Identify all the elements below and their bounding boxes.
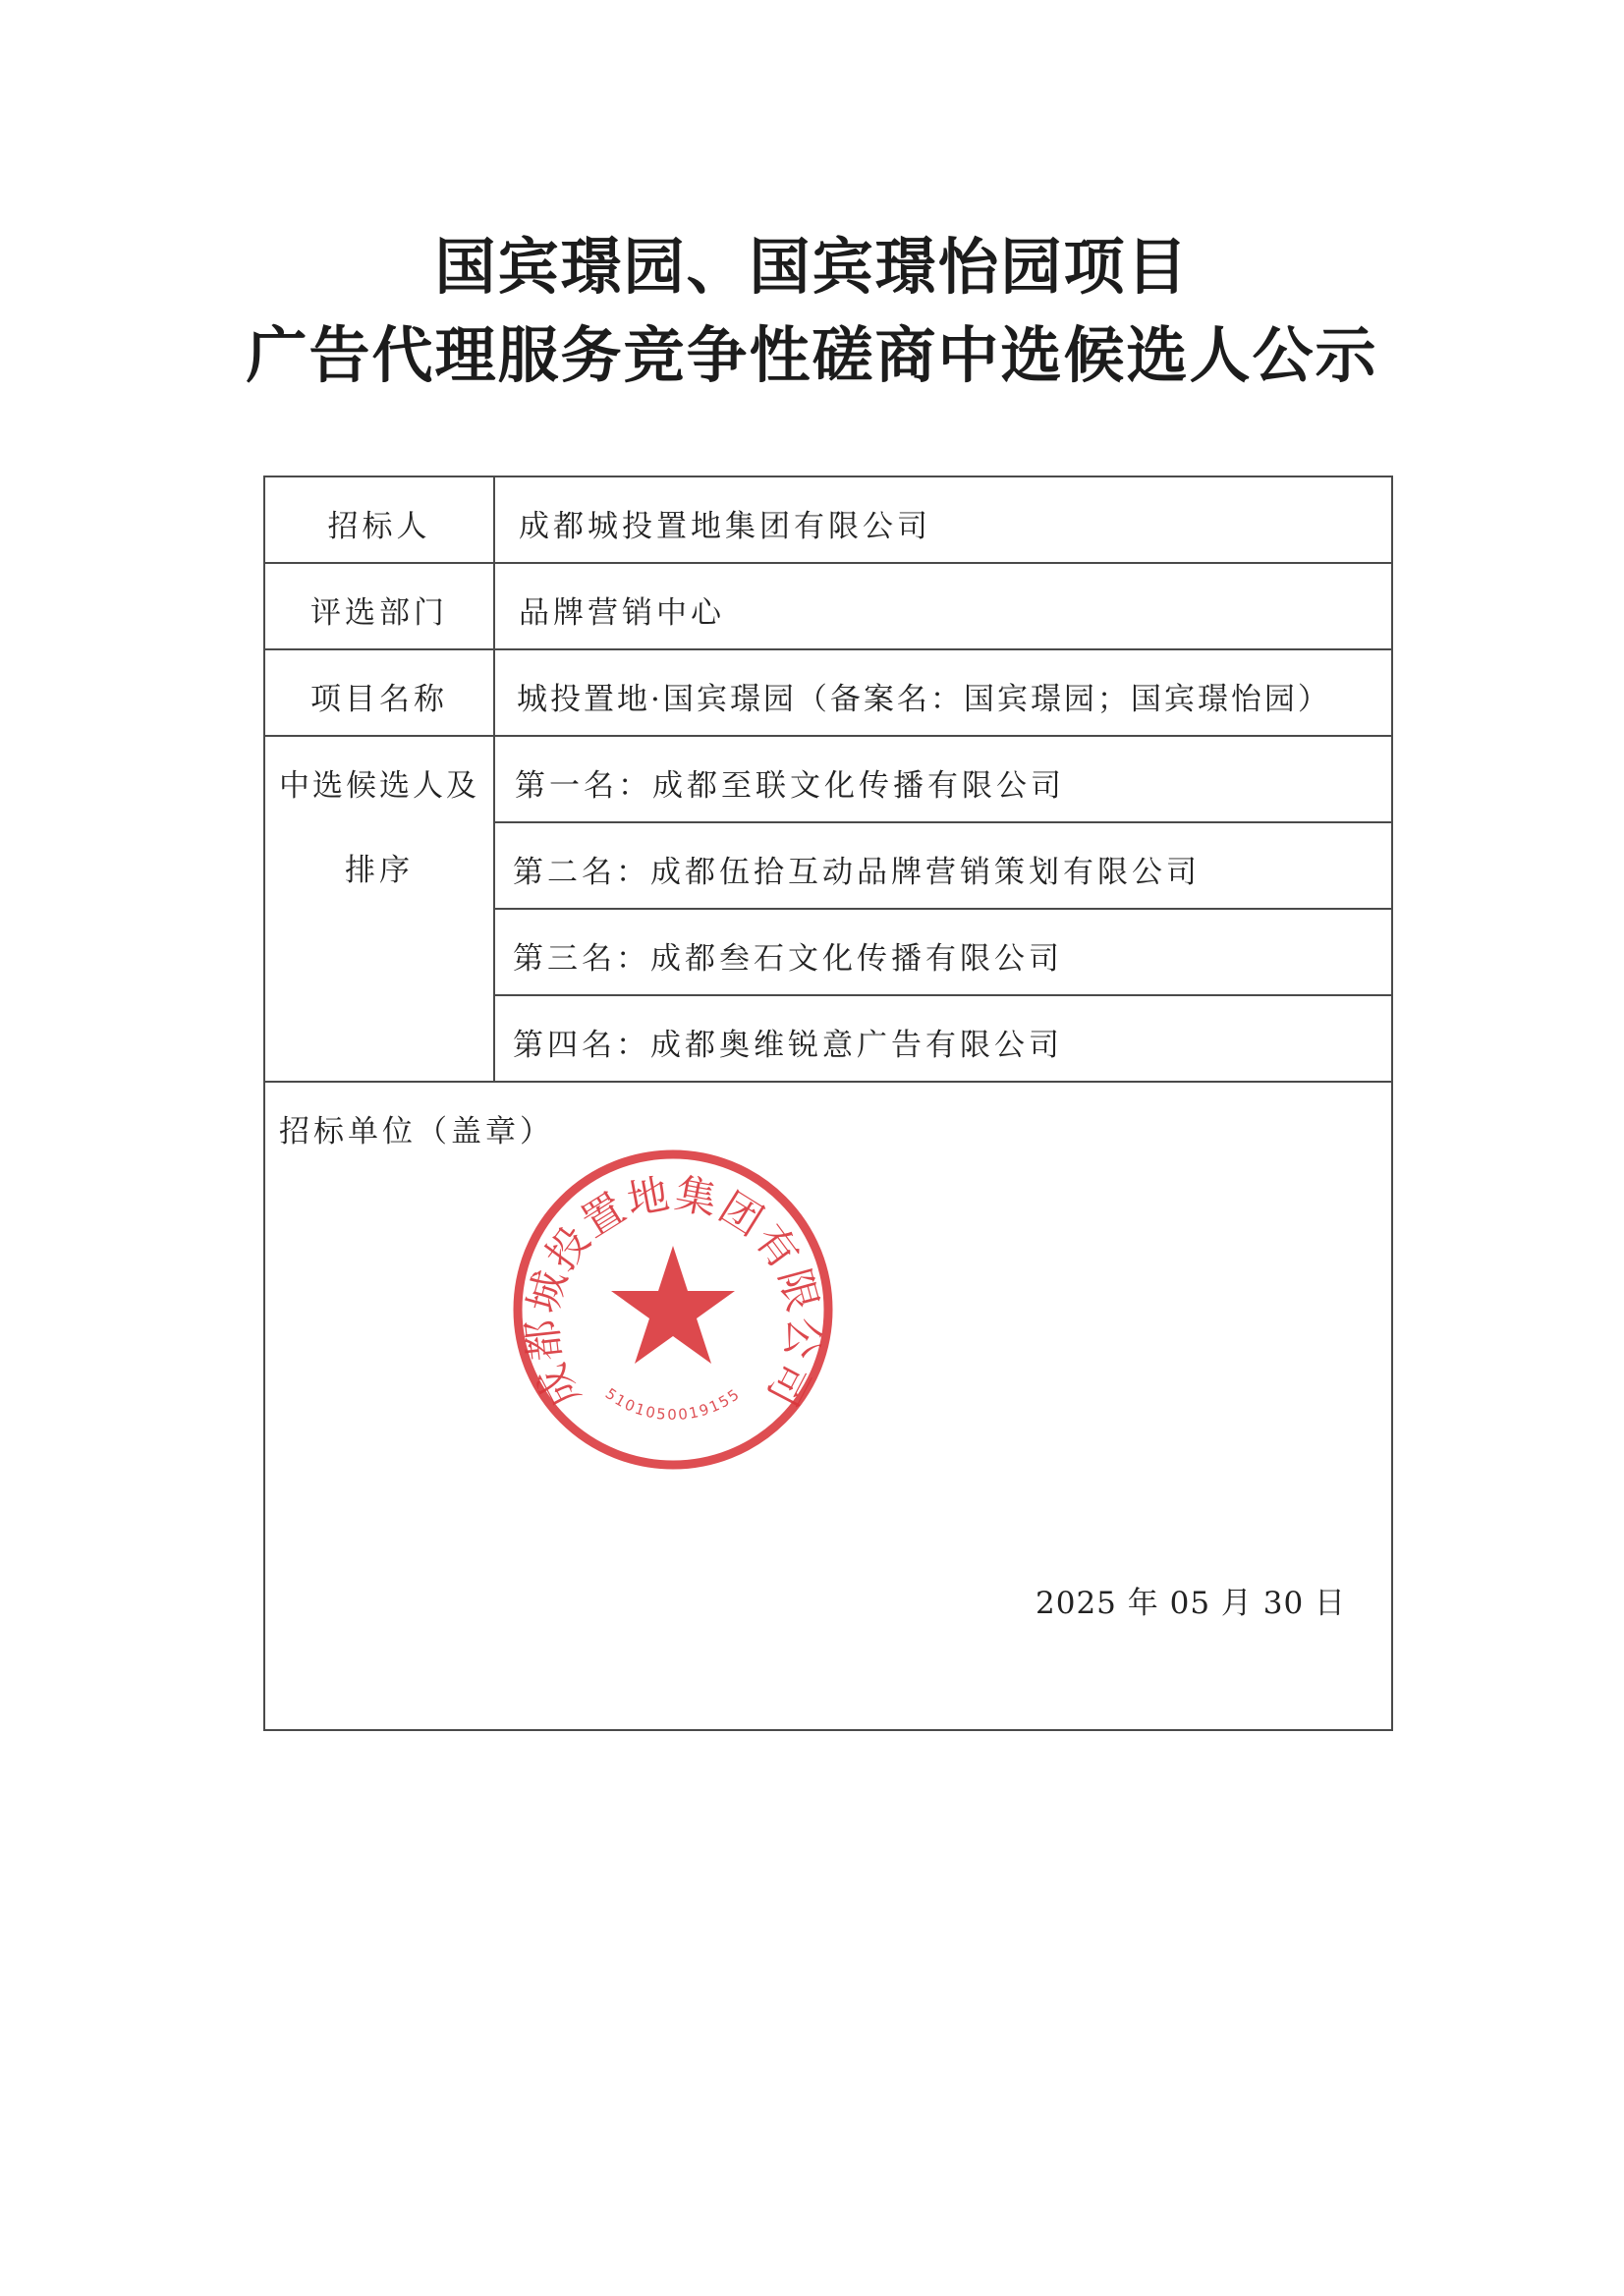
label-candidates-line-2: 排序 <box>345 853 414 888</box>
row-divider <box>265 562 1391 564</box>
row-divider <box>265 648 1391 650</box>
company-seal-stamp <box>511 1148 835 1472</box>
seal-code: 5101050019155 <box>601 1384 745 1425</box>
document-title-line-1: 国宾璟园、国宾璟怡园项目 <box>434 231 1190 303</box>
seal-label: 招标单位（盖章） <box>279 1114 554 1149</box>
label-project: 项目名称 <box>310 682 448 717</box>
row-divider <box>265 735 1391 737</box>
document-title-line-2: 广告代理服务竞争性磋商中选候选人公示 <box>246 319 1378 391</box>
value-tenderer: 成都城投置地集团有限公司 <box>519 509 931 544</box>
row-divider <box>495 908 1391 910</box>
row-divider <box>265 1081 1391 1083</box>
column-divider <box>493 477 495 1081</box>
label-department: 评选部门 <box>310 595 448 631</box>
label-candidates-line-1: 中选候选人及 <box>279 768 479 804</box>
candidate-rank-1: 第一名：成都至联文化传播有限公司 <box>515 768 1065 804</box>
label-tenderer: 招标人 <box>327 509 431 544</box>
seal-org-name: 成都城投置地集团有限公司 <box>517 1169 829 1416</box>
value-project: 城投置地·国宾璟园（备案名：国宾璟园；国宾璟怡园） <box>517 682 1331 717</box>
announcement-date: 2025 年 05 月 30 日 <box>1036 1586 1347 1621</box>
row-divider <box>495 821 1391 823</box>
candidate-rank-2: 第二名：成都伍拾互动品牌营销策划有限公司 <box>513 855 1201 890</box>
candidate-rank-3: 第三名：成都叁石文化传播有限公司 <box>513 941 1063 977</box>
candidate-rank-4: 第四名：成都奥维锐意广告有限公司 <box>513 1028 1063 1063</box>
value-department: 品牌营销中心 <box>519 595 725 631</box>
star-icon <box>611 1246 735 1364</box>
row-divider <box>495 994 1391 996</box>
announcement-table <box>263 476 1393 1731</box>
